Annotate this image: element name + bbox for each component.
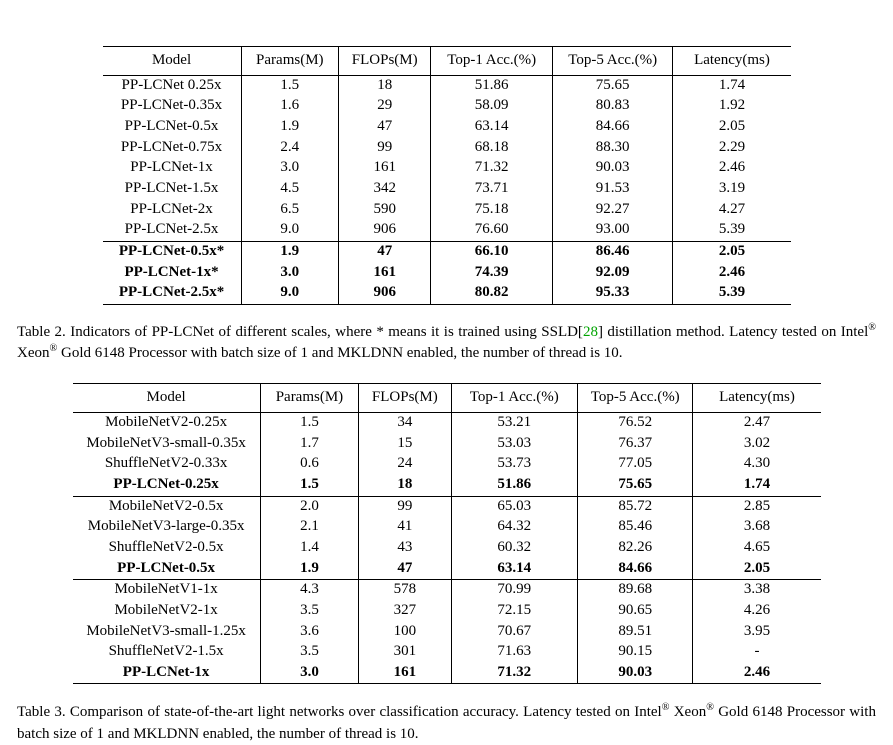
table-row	[103, 158, 791, 179]
model-name-cell: MobileNetV3-large-0.35x	[87, 518, 245, 535]
value-cell: 4.30	[693, 454, 821, 475]
value-cell: 3.02	[693, 434, 821, 455]
value-cell: 90.15	[578, 642, 693, 663]
table-row	[73, 559, 821, 580]
value-cell: 2.1	[260, 517, 358, 538]
value-cell: 76.52	[578, 413, 693, 434]
model-name-cell: PP-LCNet-0.25x	[113, 476, 219, 493]
model-name-cell: PP-LCNet-0.5x	[117, 559, 216, 576]
model-name-cell: ShuffleNetV2-0.33x	[104, 455, 228, 472]
value-cell: 53.21	[451, 413, 578, 434]
value-cell: 3.68	[693, 517, 821, 538]
value-cell: 3.0	[260, 663, 358, 684]
header-row	[103, 47, 791, 76]
column-header: Top-1 Acc.(%)	[431, 47, 553, 76]
value-cell: 18	[339, 75, 431, 96]
model-name-cell: PP-LCNet-1x	[130, 159, 213, 176]
model-name-cell: MobileNetV2-0.5x	[108, 497, 224, 514]
column-header: Params(M)	[260, 384, 358, 413]
value-cell: 906	[339, 220, 431, 241]
table-row	[73, 538, 821, 559]
value-cell: 84.66	[552, 117, 673, 138]
value-cell: 1.9	[241, 241, 338, 262]
value-cell: 71.32	[451, 663, 578, 684]
value-cell: 63.14	[431, 117, 553, 138]
registered-trademark-symbol: ®	[49, 343, 58, 355]
column-header: Latency(ms)	[693, 384, 821, 413]
sota-comparison-table	[73, 383, 821, 684]
value-cell: 1.5	[260, 475, 358, 496]
table2-caption	[17, 322, 876, 365]
registered-trademark-symbol: ®	[706, 702, 714, 714]
model-name-cell: PP-LCNet-0.35x	[120, 97, 223, 114]
value-cell: 86.46	[552, 241, 673, 262]
value-cell: 34	[359, 413, 451, 434]
value-cell: 3.19	[673, 179, 791, 200]
header-row	[73, 384, 821, 413]
column-header: Params(M)	[241, 47, 338, 76]
value-cell: 24	[359, 454, 451, 475]
table-row	[103, 283, 791, 304]
table-row	[103, 179, 791, 200]
value-cell: 68.18	[431, 138, 553, 159]
value-cell: 9.0	[241, 283, 338, 304]
value-cell: 82.26	[578, 538, 693, 559]
value-cell: 92.27	[552, 200, 673, 221]
column-header: Top-5 Acc.(%)	[578, 384, 693, 413]
table-row	[103, 200, 791, 221]
value-cell: 84.66	[578, 559, 693, 580]
value-cell: 3.5	[260, 601, 358, 622]
table-row	[73, 517, 821, 538]
table3-caption	[17, 702, 876, 745]
column-header: Model	[151, 52, 192, 68]
model-name-cell: PP-LCNet-2.5x	[124, 221, 219, 238]
value-cell: 47	[359, 559, 451, 580]
value-cell: 47	[339, 241, 431, 262]
model-name-cell: ShuffleNetV2-1.5x	[108, 643, 224, 660]
value-cell: -	[693, 642, 821, 663]
value-cell: 5.39	[673, 283, 791, 304]
table-row	[73, 622, 821, 643]
value-cell: 75.65	[552, 75, 673, 96]
table-row	[73, 580, 821, 601]
value-cell: 4.27	[673, 200, 791, 221]
value-cell: 53.03	[451, 434, 578, 455]
value-cell: 0.6	[260, 454, 358, 475]
value-cell: 65.03	[451, 496, 578, 517]
table-row	[73, 454, 821, 475]
model-name-cell: PP-LCNet-1x	[122, 663, 210, 680]
pp-lcnet-scales-table	[103, 46, 791, 305]
value-cell: 71.63	[451, 642, 578, 663]
value-cell: 71.32	[431, 158, 553, 179]
value-cell: 1.4	[260, 538, 358, 559]
value-cell: 90.03	[552, 158, 673, 179]
value-cell: 1.9	[260, 559, 358, 580]
value-cell: 1.74	[693, 475, 821, 496]
model-name-cell: PP-LCNet-2x	[130, 200, 213, 217]
value-cell: 3.38	[693, 580, 821, 601]
value-cell: 1.92	[673, 96, 791, 117]
table-row	[73, 496, 821, 517]
value-cell: 18	[359, 475, 451, 496]
value-cell: 75.65	[578, 475, 693, 496]
value-cell: 4.65	[693, 538, 821, 559]
model-name-cell: PP-LCNet-0.5x*	[118, 242, 225, 259]
table-row	[73, 642, 821, 663]
model-name-cell: PP-LCNet-2.5x*	[118, 284, 225, 301]
model-name-cell: PP-LCNet-1x*	[124, 263, 219, 280]
value-cell: 4.26	[693, 601, 821, 622]
value-cell: 47	[339, 117, 431, 138]
value-cell: 76.60	[431, 220, 553, 241]
table-row	[103, 96, 791, 117]
value-cell: 6.5	[241, 200, 338, 221]
caption-text: Xeon	[669, 704, 707, 721]
value-cell: 15	[359, 434, 451, 455]
caption-text: Table 3. Comparison of state-of-the-art light networks over classification accuracy. Latency tested on Intel	[17, 704, 662, 721]
value-cell: 60.32	[451, 538, 578, 559]
value-cell: 5.39	[673, 220, 791, 241]
model-name-cell: MobileNetV3-small-1.25x	[86, 622, 246, 639]
table-row	[103, 263, 791, 284]
value-cell: 53.73	[451, 454, 578, 475]
column-header: Top-5 Acc.(%)	[552, 47, 673, 76]
value-cell: 64.32	[451, 517, 578, 538]
value-cell: 4.5	[241, 179, 338, 200]
value-cell: 70.67	[451, 622, 578, 643]
value-cell: 90.65	[578, 601, 693, 622]
model-name-cell: MobileNetV3-small-0.35x	[86, 434, 246, 451]
value-cell: 2.0	[260, 496, 358, 517]
value-cell: 2.05	[673, 241, 791, 262]
table-row	[103, 241, 791, 262]
value-cell: 74.39	[431, 263, 553, 284]
caption-text: Gold 6148 Processor with batch size of 1 and MKLDNN enabled, the number of thread is 10.	[17, 704, 876, 742]
value-cell: 327	[359, 601, 451, 622]
caption-text: ] distillation method. Latency tested on Intel	[597, 323, 869, 340]
value-cell: 2.05	[673, 117, 791, 138]
value-cell: 4.3	[260, 580, 358, 601]
value-cell: 80.82	[431, 283, 553, 304]
table-row	[73, 601, 821, 622]
value-cell: 66.10	[431, 241, 553, 262]
value-cell: 100	[359, 622, 451, 643]
value-cell: 906	[339, 283, 431, 304]
column-header: FLOPs(M)	[359, 384, 451, 413]
value-cell: 2.47	[693, 413, 821, 434]
value-cell: 3.0	[241, 263, 338, 284]
column-header: Top-1 Acc.(%)	[451, 384, 578, 413]
value-cell: 1.5	[260, 413, 358, 434]
caption-text: Gold 6148 Processor with batch size of 1 and MKLDNN enabled, the number of thread is 10.	[57, 345, 623, 362]
table-row	[103, 138, 791, 159]
value-cell: 99	[359, 496, 451, 517]
value-cell: 3.5	[260, 642, 358, 663]
value-cell: 76.37	[578, 434, 693, 455]
value-cell: 99	[339, 138, 431, 159]
value-cell: 342	[339, 179, 431, 200]
registered-trademark-symbol: ®	[661, 702, 670, 714]
table-row	[103, 75, 791, 96]
value-cell: 3.0	[241, 158, 338, 179]
value-cell: 1.7	[260, 434, 358, 455]
table-row	[73, 413, 821, 434]
value-cell: 90.03	[578, 663, 693, 684]
caption-text: Table 2. Indicators of PP-LCNet of different scales, where * means it is trained using SSLD[	[17, 323, 583, 340]
value-cell: 161	[359, 663, 451, 684]
value-cell: 73.71	[431, 179, 553, 200]
value-cell: 1.5	[241, 75, 338, 96]
value-cell: 92.09	[552, 263, 673, 284]
value-cell: 2.85	[693, 496, 821, 517]
caption-text: Xeon	[17, 345, 50, 362]
value-cell: 2.4	[241, 138, 338, 159]
value-cell: 2.29	[673, 138, 791, 159]
table-row	[73, 663, 821, 684]
column-header: FLOPs(M)	[339, 47, 431, 76]
value-cell: 75.18	[431, 200, 553, 221]
value-cell: 578	[359, 580, 451, 601]
value-cell: 9.0	[241, 220, 338, 241]
value-cell: 51.86	[431, 75, 553, 96]
value-cell: 85.46	[578, 517, 693, 538]
value-cell: 80.83	[552, 96, 673, 117]
table-body	[73, 413, 821, 684]
value-cell: 43	[359, 538, 451, 559]
value-cell: 590	[339, 200, 431, 221]
table-row	[73, 434, 821, 455]
column-header: Latency(ms)	[673, 47, 791, 76]
value-cell: 51.86	[451, 475, 578, 496]
value-cell: 161	[339, 263, 431, 284]
column-header: Model	[146, 389, 186, 406]
value-cell: 1.9	[241, 117, 338, 138]
value-cell: 95.33	[552, 283, 673, 304]
model-name-cell: PP-LCNet-0.75x	[120, 138, 223, 155]
value-cell: 1.6	[241, 96, 338, 117]
table-row	[73, 475, 821, 496]
model-name-cell: PP-LCNet-1.5x	[124, 179, 219, 196]
value-cell: 70.99	[451, 580, 578, 601]
value-cell: 93.00	[552, 220, 673, 241]
value-cell: 89.51	[578, 622, 693, 643]
table-body	[103, 75, 791, 304]
value-cell: 2.05	[693, 559, 821, 580]
model-name-cell: PP-LCNet 0.25x	[121, 76, 222, 93]
value-cell: 3.95	[693, 622, 821, 643]
value-cell: 2.46	[693, 663, 821, 684]
value-cell: 29	[339, 96, 431, 117]
value-cell: 301	[359, 642, 451, 663]
value-cell: 2.46	[673, 158, 791, 179]
model-name-cell: MobileNetV2-1x	[114, 601, 218, 618]
value-cell: 85.72	[578, 496, 693, 517]
citation-link[interactable]: 28	[582, 323, 598, 340]
value-cell: 91.53	[552, 179, 673, 200]
value-cell: 161	[339, 158, 431, 179]
model-name-cell: MobileNetV1-1x	[114, 581, 218, 598]
value-cell: 89.68	[578, 580, 693, 601]
table-row	[103, 220, 791, 241]
value-cell: 58.09	[431, 96, 553, 117]
value-cell: 77.05	[578, 454, 693, 475]
value-cell: 88.30	[552, 138, 673, 159]
value-cell: 72.15	[451, 601, 578, 622]
value-cell: 3.6	[260, 622, 358, 643]
value-cell: 1.74	[673, 75, 791, 96]
model-name-cell: ShuffleNetV2-0.5x	[108, 538, 224, 555]
value-cell: 2.46	[673, 263, 791, 284]
value-cell: 41	[359, 517, 451, 538]
model-name-cell: MobileNetV2-0.25x	[105, 414, 228, 431]
table-row	[103, 117, 791, 138]
model-name-cell: PP-LCNet-0.5x	[124, 118, 219, 135]
registered-trademark-symbol: ®	[868, 321, 876, 333]
value-cell: 63.14	[451, 559, 578, 580]
